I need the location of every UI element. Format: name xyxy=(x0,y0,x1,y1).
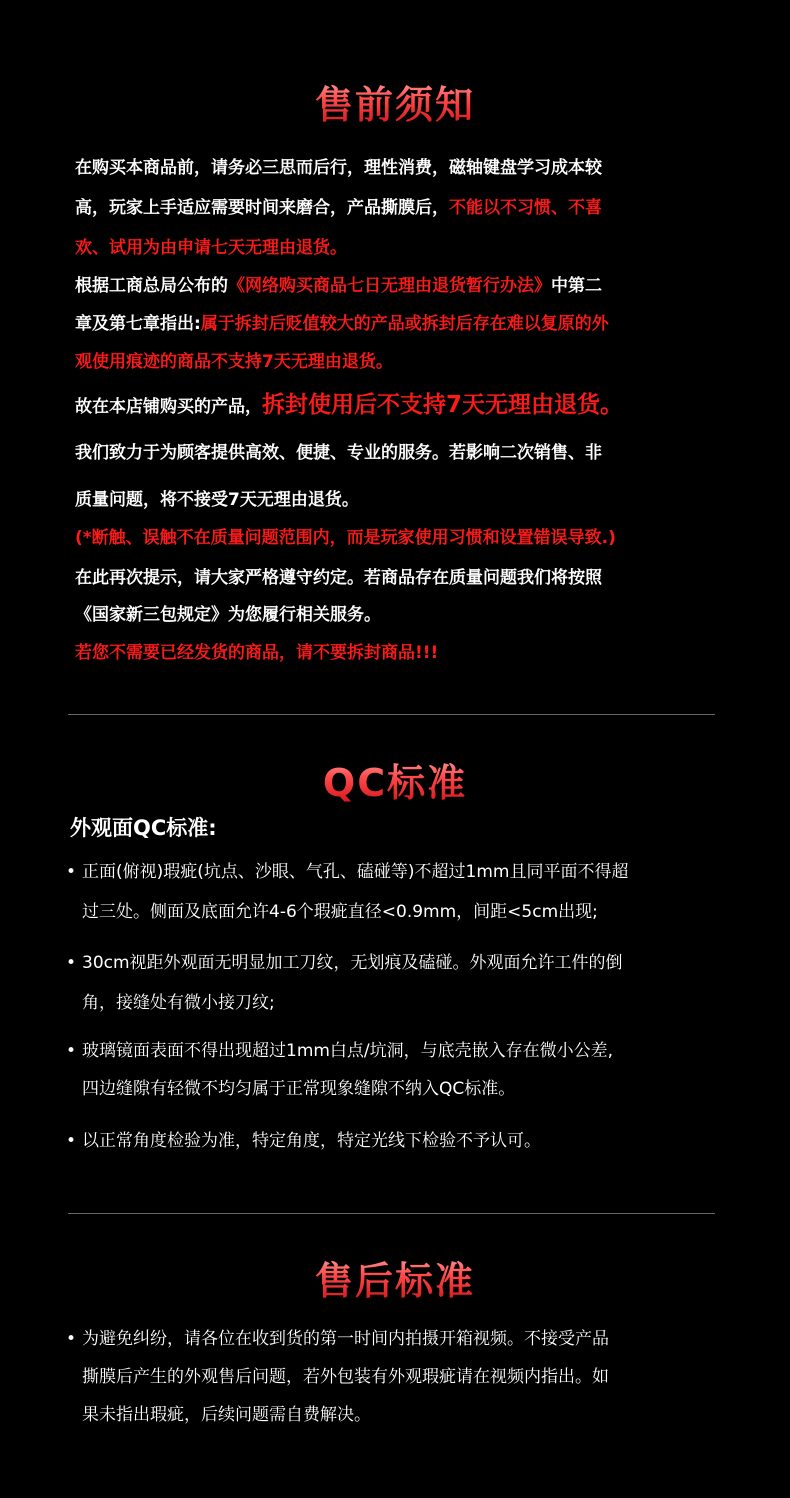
qc-bullet-3-line-2: 四边缝隙有轻微不均匀属于正常现象缝隙不纳入QC标准。 xyxy=(82,1079,516,1099)
qc-bullet-3-line-1: 玻璃镜面表面不得出现超过1mm白点/坑洞，与底壳嵌入存在微小公差, xyxy=(82,1041,614,1061)
qc-bullet-2-line-1: 30cm视距外观面无明显加工刀纹，无划痕及磕碰。外观面允许工件的倒 xyxy=(82,953,623,973)
divider-2 xyxy=(68,1213,715,1214)
bullet-dot-icon: • xyxy=(66,862,77,882)
qc-bullet-1-line-1: 正面(俯视)瑕疵(坑点、沙眼、气孔、磕碰等)不超过1mm且同平面不得超 xyxy=(82,862,629,882)
aftersale-title: 售后标准 xyxy=(0,1250,790,1305)
presale-line-2: 高，玩家上手适应需要时间来磨合，产品撕膜后，不能以不习惯、不喜 xyxy=(75,198,602,218)
bullet-dot-icon: • xyxy=(66,1041,77,1061)
presale-line-13: 若您不需要已经发货的商品，请不要拆封商品!!! xyxy=(75,643,439,663)
presale-line-3: 欢、试用为由申请七天无理由退货。 xyxy=(75,238,347,258)
qc-bullet-1-line-2: 过三处。侧面及底面允许4-6个瑕疵直径<0.9mm，间距<5cm出现; xyxy=(82,902,598,922)
presale-line-8: 我们致力于为顾客提供高效、便捷、专业的服务。若影响二次销售、非 xyxy=(75,443,602,463)
bullet-dot-icon: • xyxy=(66,1131,77,1151)
divider-1 xyxy=(68,714,715,715)
presale-line-1: 在购买本商品前，请务必三思而后行，理性消费，磁轴键盘学习成本较 xyxy=(75,158,602,178)
presale-line-9: 质量问题，将不接受7天无理由退货。 xyxy=(75,490,359,510)
qc-bullet-4-line-1: 以正常角度检验为准，特定角度，特定光线下检验不予认可。 xyxy=(82,1131,541,1151)
aftersale-bullet-1-line-3: 果未指出瑕疵，后续问题需自费解决。 xyxy=(82,1405,371,1425)
presale-line-12: 《国家新三包规定》为您履行相关服务。 xyxy=(75,605,381,625)
presale-line-10: (*断触、误触不在质量问题范围内，而是玩家使用习惯和设置错误导致.) xyxy=(75,528,616,548)
bullet-dot-icon: • xyxy=(66,1329,77,1349)
qc-title: QC标准 xyxy=(0,752,790,807)
presale-line-11: 在此再次提示，请大家严格遵守约定。若商品存在质量问题我们将按照 xyxy=(75,568,602,588)
presale-line-5: 章及第七章指出:属于拆封后贬值较大的产品或拆封后存在难以复原的外 xyxy=(75,314,609,334)
bullet-dot-icon: • xyxy=(66,953,77,973)
qc-subhead: 外观面QC标准: xyxy=(70,816,217,840)
presale-line-6: 观使用痕迹的商品不支持7天无理由退货。 xyxy=(75,352,393,372)
presale-line-4: 根据工商总局公布的《网络购买商品七日无理由退货暂行办法》中第二 xyxy=(75,276,602,296)
presale-title: 售前须知 xyxy=(0,74,790,129)
presale-line-7: 故在本店铺购买的产品，拆封使用后不支持7天无理由退货。 xyxy=(75,392,624,418)
aftersale-bullet-1-line-1: 为避免纠纷，请各位在收到货的第一时间内拍摄开箱视频。不接受产品 xyxy=(82,1329,609,1349)
aftersale-bullet-1-line-2: 撕膜后产生的外观售后问题，若外包装有外观瑕疵请在视频内指出。如 xyxy=(82,1367,609,1387)
qc-bullet-2-line-2: 角，接缝处有微小接刀纹; xyxy=(82,993,275,1013)
